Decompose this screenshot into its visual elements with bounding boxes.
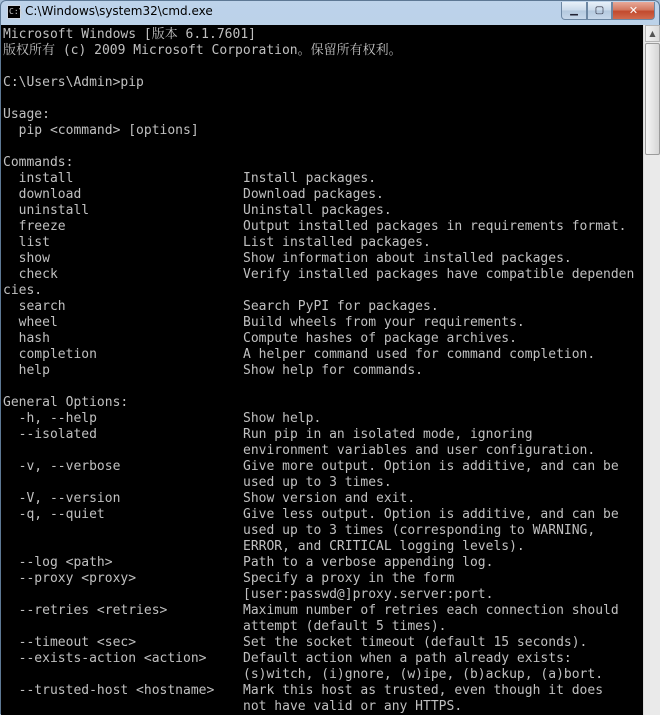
- console-line: [3, 347, 596, 363]
- console-line: [3, 27, 256, 43]
- scrollbar-thumb[interactable]: [645, 43, 660, 155]
- console-text: cies.: [3, 283, 43, 298]
- console-text: wheel: [3, 315, 58, 330]
- console-line: [3, 411, 322, 427]
- console-text: --proxy <proxy>: [3, 571, 137, 586]
- console-description: Build wheels from your requirements.: [243, 315, 525, 330]
- console-text: -V, --version: [3, 491, 121, 506]
- console-description: Path to a verbose appending log.: [243, 555, 494, 570]
- console-description: Give more output. Option is additive, and can be: [243, 459, 619, 474]
- console-description: Compute hashes of package archives.: [243, 331, 517, 346]
- console-description: Show help for commands.: [243, 363, 424, 378]
- console-description: ERROR, and CRITICAL logging levels).: [243, 539, 525, 554]
- console-text: show: [3, 251, 50, 266]
- console-description: Run pip in an isolated mode, ignoring: [243, 427, 533, 442]
- console-text: -v, --verbose: [3, 459, 121, 474]
- console-description: environment variables and user configuration.: [243, 443, 596, 458]
- console-text: 版权所有 (c) 2009 Microsoft Corporation。保留所有权利。: [3, 43, 402, 58]
- console-text: --retries <retries>: [3, 603, 168, 618]
- console-line: [3, 235, 431, 251]
- console-line: [3, 363, 424, 379]
- minimize-button[interactable]: [561, 2, 587, 20]
- console-text: install: [3, 171, 74, 186]
- scroll-up-button[interactable]: [645, 25, 660, 42]
- console-text: --isolated: [3, 427, 97, 442]
- console-line: [3, 683, 604, 699]
- console-line: [3, 331, 517, 347]
- console-text: completion: [3, 347, 97, 362]
- console-description: attempt (default 5 times).: [243, 619, 447, 634]
- console-description: Output installed packages in requirements format.: [243, 219, 627, 234]
- console-description: Install packages.: [243, 171, 377, 186]
- console-text: --exists-action <action>: [3, 651, 207, 666]
- console-description: Verify installed packages have compatible dependen: [243, 267, 635, 282]
- console-text: -q, --quiet: [3, 507, 105, 522]
- console-text: C:\Users\Admin>pip: [3, 75, 144, 90]
- console-text: Commands:: [3, 155, 74, 170]
- console-text: freeze: [3, 219, 66, 234]
- console-description: Default action when a path already exists:: [243, 651, 572, 666]
- console-description: Mark this host as trusted, even though it does: [243, 683, 604, 698]
- console-text: uninstall: [3, 203, 90, 218]
- console-text: download: [3, 187, 82, 202]
- console-line: [3, 267, 635, 283]
- console-line: [3, 507, 619, 523]
- console-line: [3, 123, 199, 139]
- console-line: [3, 427, 533, 443]
- console-description: Set the socket timeout (default 15 seconds).: [243, 635, 588, 650]
- console-description: (s)witch, (i)gnore, (w)ipe, (b)ackup, (a)bort.: [243, 667, 604, 682]
- console-description: Download packages.: [243, 187, 384, 202]
- console-description: not have valid or any HTTPS.: [243, 699, 463, 714]
- console-description: used up to 3 times (corresponding to WARNING,: [243, 523, 596, 538]
- console-line: [3, 571, 455, 587]
- console-text: hash: [3, 331, 50, 346]
- console-description: Maximum number of retries each connection should: [243, 603, 619, 618]
- console-text: check: [3, 267, 58, 282]
- console-text: pip <command> [options]: [3, 123, 199, 138]
- console-line: [3, 395, 128, 411]
- vertical-scrollbar[interactable]: [643, 25, 660, 715]
- maximize-button[interactable]: [587, 2, 612, 20]
- console-line: [3, 219, 627, 235]
- cmd-app-icon[interactable]: C:\: [7, 5, 21, 19]
- console-line: [3, 171, 377, 187]
- console-line: [3, 651, 572, 667]
- console-line: [3, 187, 384, 203]
- console-text: search: [3, 299, 66, 314]
- console-line: [3, 315, 525, 331]
- console-description: Show help.: [243, 411, 322, 426]
- console-text: --trusted-host <hostname>: [3, 683, 215, 698]
- console-line: [3, 491, 416, 507]
- console-description: Specify a proxy in the form: [243, 571, 455, 586]
- maximize-icon: ▢: [594, 5, 605, 16]
- console-line: [3, 283, 42, 299]
- console-text: list: [3, 235, 50, 250]
- console-line: [3, 555, 494, 571]
- console-text: Usage:: [3, 107, 50, 122]
- console-text: --log <path>: [3, 555, 113, 570]
- console-text: -h, --help: [3, 411, 97, 426]
- console-line: [3, 107, 50, 123]
- console-description: Give less output. Option is additive, and can be: [243, 507, 619, 522]
- console-line: [3, 155, 73, 171]
- console-line: [3, 203, 392, 219]
- console-description: Search PyPI for packages.: [243, 299, 439, 314]
- console-text: --timeout <sec>: [3, 635, 137, 650]
- console-description: Show version and exit.: [243, 491, 416, 506]
- arrow-up-icon: ▲: [649, 29, 656, 38]
- window-title: C:\Windows\system32\cmd.exe: [25, 4, 213, 18]
- console-line: [3, 459, 619, 475]
- minimize-icon: ▁: [570, 5, 578, 16]
- console-text: General Options:: [3, 395, 129, 410]
- console-description: List installed packages.: [243, 235, 431, 250]
- console-description: Uninstall packages.: [243, 203, 392, 218]
- close-button[interactable]: [612, 2, 655, 20]
- console-description: [user:passwd@]proxy.server:port.: [243, 587, 494, 602]
- console-line: [3, 635, 588, 651]
- console-line: [3, 299, 439, 315]
- console-description: A helper command used for command completion.: [243, 347, 596, 362]
- console-line: [3, 251, 572, 267]
- console-line: [3, 603, 619, 619]
- console-description: Show information about installed packages.: [243, 251, 572, 266]
- console-output[interactable]: [1, 25, 643, 715]
- close-icon: ✕: [628, 4, 639, 17]
- console-text: Microsoft Windows [版本 6.1.7601]: [3, 27, 256, 42]
- console-text: help: [3, 363, 50, 378]
- title-bar[interactable]: [1, 1, 659, 25]
- console-description: used up to 3 times.: [243, 475, 392, 490]
- console-line: [3, 43, 402, 59]
- console-line: [3, 75, 144, 91]
